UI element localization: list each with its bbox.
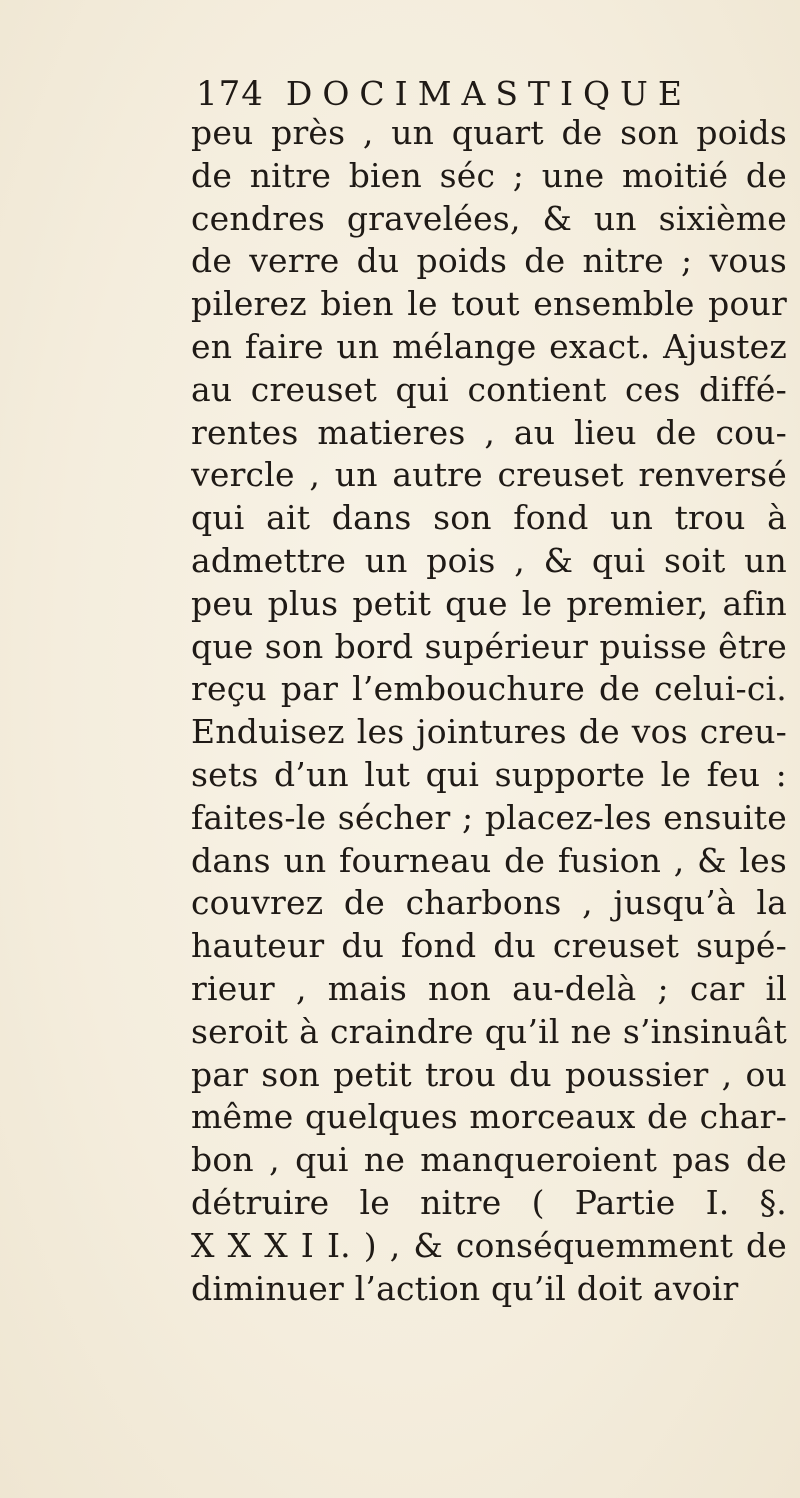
text-line: peu plus petit que le premier, afin (191, 583, 787, 623)
text-line: admettre un pois , & qui soit un (191, 540, 787, 580)
text-line: sets d’un lut qui supporte le feu : (191, 754, 787, 794)
text-line: détruire le nitre ( Partie I. §. (191, 1182, 787, 1222)
text-line: faites-le sécher ; placez-les ensuite (191, 797, 787, 837)
text-line: dans un fourneau de fusion , & les (191, 840, 787, 880)
page-number: 174 (196, 74, 264, 114)
text-line: Enduisez les jointures de vos creu- (191, 712, 787, 752)
text-line: reçu par l’embouchure de celui-ci. (191, 669, 787, 709)
text-line: cendres gravelées, & un sixième (191, 198, 787, 238)
text-line: rentes matieres , au lieu de cou- (191, 412, 787, 452)
text-line: rieur , mais non au-delà ; car il (191, 968, 787, 1008)
text-line: en faire un mélange exact. Ajustez (191, 326, 787, 366)
text-line: couvrez de charbons , jusqu’à la (191, 883, 787, 923)
text-line: même quelques morceaux de char- (191, 1097, 787, 1137)
text-line: peu près , un quart de son poids (191, 113, 787, 152)
running-title: DOCIMASTIQUE (285, 74, 692, 113)
text-line: de nitre bien séc ; une moitié de (191, 155, 787, 195)
body-text (191, 112, 787, 1308)
text-line: au creuset qui contient ces diffé- (191, 369, 787, 409)
text-line: par son petit trou du poussier , ou (191, 1054, 787, 1094)
text-line: qui ait dans son fond un trou à (191, 498, 787, 538)
text-line: de verre du poids de nitre ; vous (191, 241, 787, 281)
text-line: pilerez bien le tout ensemble pour (191, 284, 787, 324)
text-line: X X X I I. ) , & conséquemment de (191, 1225, 787, 1265)
text-line: que son bord supérieur puisse être (191, 626, 787, 666)
text-line: hauteur du fond du creuset supé- (191, 926, 787, 966)
text-line: bon , qui ne manqueroient pas de (191, 1140, 787, 1180)
text-line: seroit à craindre qu’il ne s’insinuât (191, 1011, 787, 1051)
text-line: diminuer l’action qu’il doit avoir (191, 1268, 739, 1308)
text-line: vercle , un autre creuset renversé (191, 455, 787, 495)
